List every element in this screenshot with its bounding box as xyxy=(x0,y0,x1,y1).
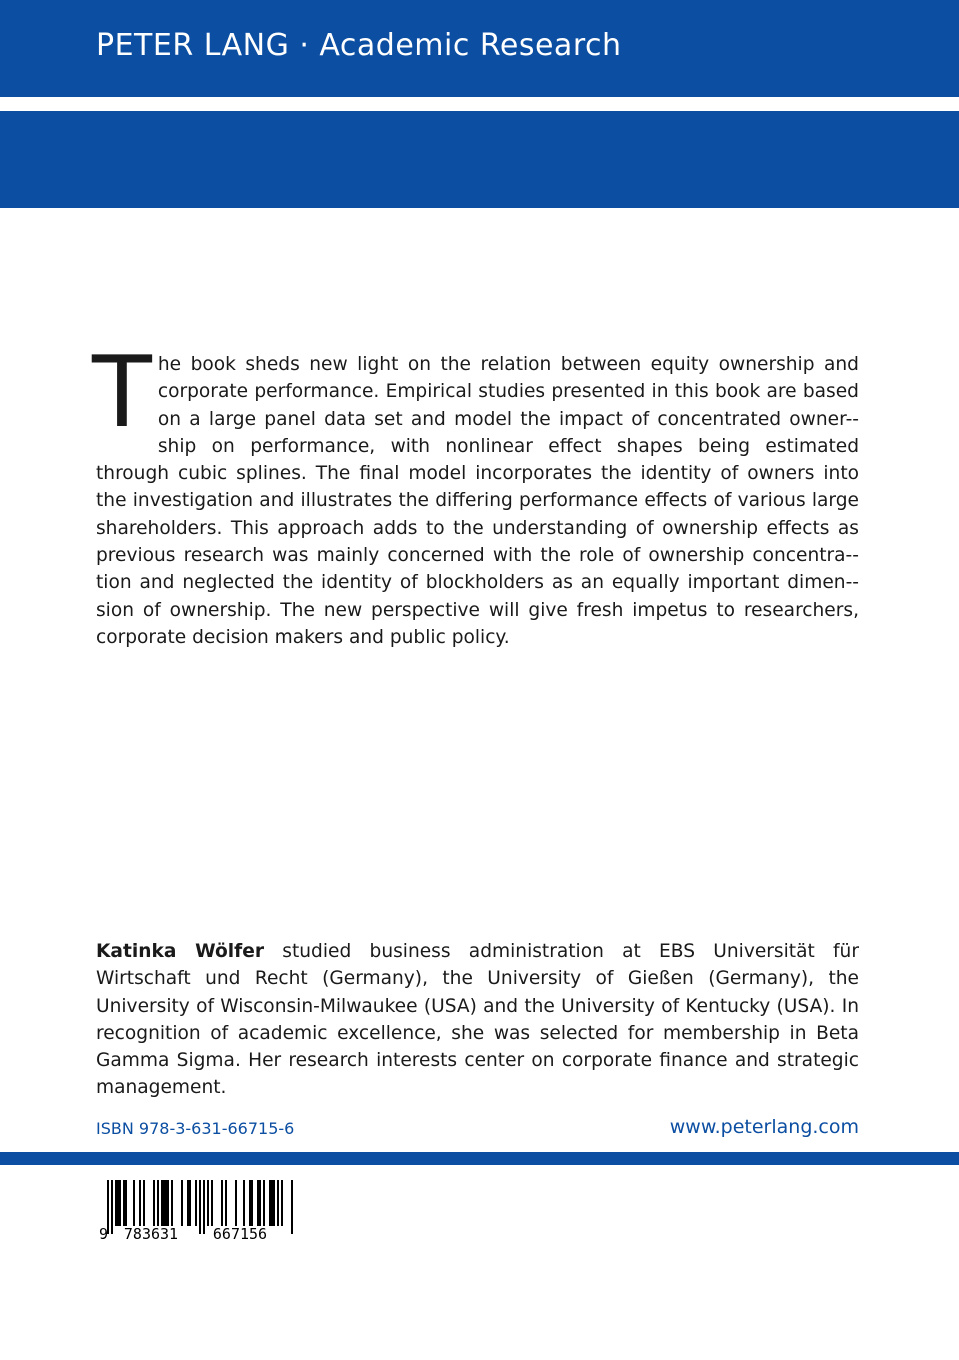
isbn: ISBN 978-3-631-66715-6 xyxy=(96,1119,295,1138)
barcode-bar xyxy=(211,1180,213,1226)
series-number: V / 3442 xyxy=(96,250,227,285)
barcode-bar xyxy=(165,1180,167,1226)
website-link[interactable]: www.peterlang.com xyxy=(669,1116,859,1138)
author-bio xyxy=(96,938,859,1102)
barcode-digit-lead: 9 xyxy=(99,1225,109,1242)
barcode-bar xyxy=(251,1180,253,1226)
barcode-bar xyxy=(157,1180,159,1226)
barcode-bar xyxy=(167,1180,169,1226)
barcode-guard-bar xyxy=(203,1180,205,1234)
barcode-bar xyxy=(273,1180,275,1226)
barcode-bar xyxy=(153,1180,155,1226)
series-band xyxy=(0,111,959,285)
isbn-barcode xyxy=(94,1180,294,1242)
author-name: Katinka Wölfer xyxy=(96,941,265,962)
barcode-digits-right: 667156 xyxy=(212,1225,268,1242)
barcode-guard-bar xyxy=(111,1180,113,1234)
author-bio-text: studied business administration at EBS Universität für Wirtschaft und Recht (Germany), the University of Gießen (Germany), the University of Wisconsin-Milwaukee (USA) and the University of Kentucky (USA). In recognition of academic excellence, she was selected for membership in Beta Gamma Sigma. Her research interests center on corporate finance and strategic management. xyxy=(96,941,859,1099)
drop-cap: T xyxy=(92,336,152,450)
barcode-bar xyxy=(187,1180,189,1226)
barcode-guard-bar xyxy=(291,1180,293,1234)
barcode-bar xyxy=(281,1180,283,1226)
barcode-bar xyxy=(117,1180,119,1226)
barcode-bar xyxy=(181,1180,183,1226)
barcode-bar xyxy=(271,1180,273,1226)
barcode-bar xyxy=(269,1180,271,1226)
barcode-bar xyxy=(277,1180,279,1226)
description-text: he book sheds new light on the relation between equity ownership and corporate performance. Empirical studies presented in this book are based on a large panel data set and model the impact of concentrated owner-ship on performance, with nonlinear effect shapes being estimated through cubic splines. The final model incorporates the identity of owners into the investigation and illustrates the differing performance effects of various large shareholders. This approach adds to the understanding of ownership effects as previous research was mainly concerned with the role of ownership concentra-tion and neglected the identity of blockholders as an equally important dimen-sion of ownership. The new perspective will give fresh impetus to researchers, corporate decision makers and public policy. xyxy=(96,354,859,648)
barcode-bar xyxy=(243,1180,245,1226)
barcode-bar xyxy=(263,1180,265,1226)
barcode-bar xyxy=(235,1180,237,1226)
footer-rule xyxy=(0,1152,959,1165)
barcode-bar xyxy=(139,1180,141,1226)
barcode-bar xyxy=(133,1180,135,1226)
publisher-imprint: PETER LANG · Academic Research xyxy=(96,28,622,63)
barcode-bar xyxy=(119,1180,121,1226)
barcode-bar xyxy=(259,1180,261,1226)
barcode-bar xyxy=(163,1180,165,1226)
header-band xyxy=(0,0,959,97)
barcode-bar xyxy=(257,1180,259,1226)
barcode-bar xyxy=(125,1180,127,1226)
barcode-bar xyxy=(115,1180,117,1226)
barcode-bar xyxy=(171,1180,173,1226)
barcode-bar xyxy=(207,1180,209,1226)
barcode-bar xyxy=(189,1180,191,1226)
barcode-bar xyxy=(221,1180,223,1226)
barcode-bar xyxy=(123,1180,125,1226)
barcode-bar xyxy=(161,1180,163,1226)
barcode-guard-bar xyxy=(199,1180,201,1234)
barcode-digits-left: 783631 xyxy=(123,1225,179,1242)
barcode-bar xyxy=(143,1180,145,1226)
barcode-bar xyxy=(195,1180,197,1226)
book-description xyxy=(92,336,859,651)
barcode-bar xyxy=(249,1180,251,1226)
barcode-bar xyxy=(225,1180,227,1226)
